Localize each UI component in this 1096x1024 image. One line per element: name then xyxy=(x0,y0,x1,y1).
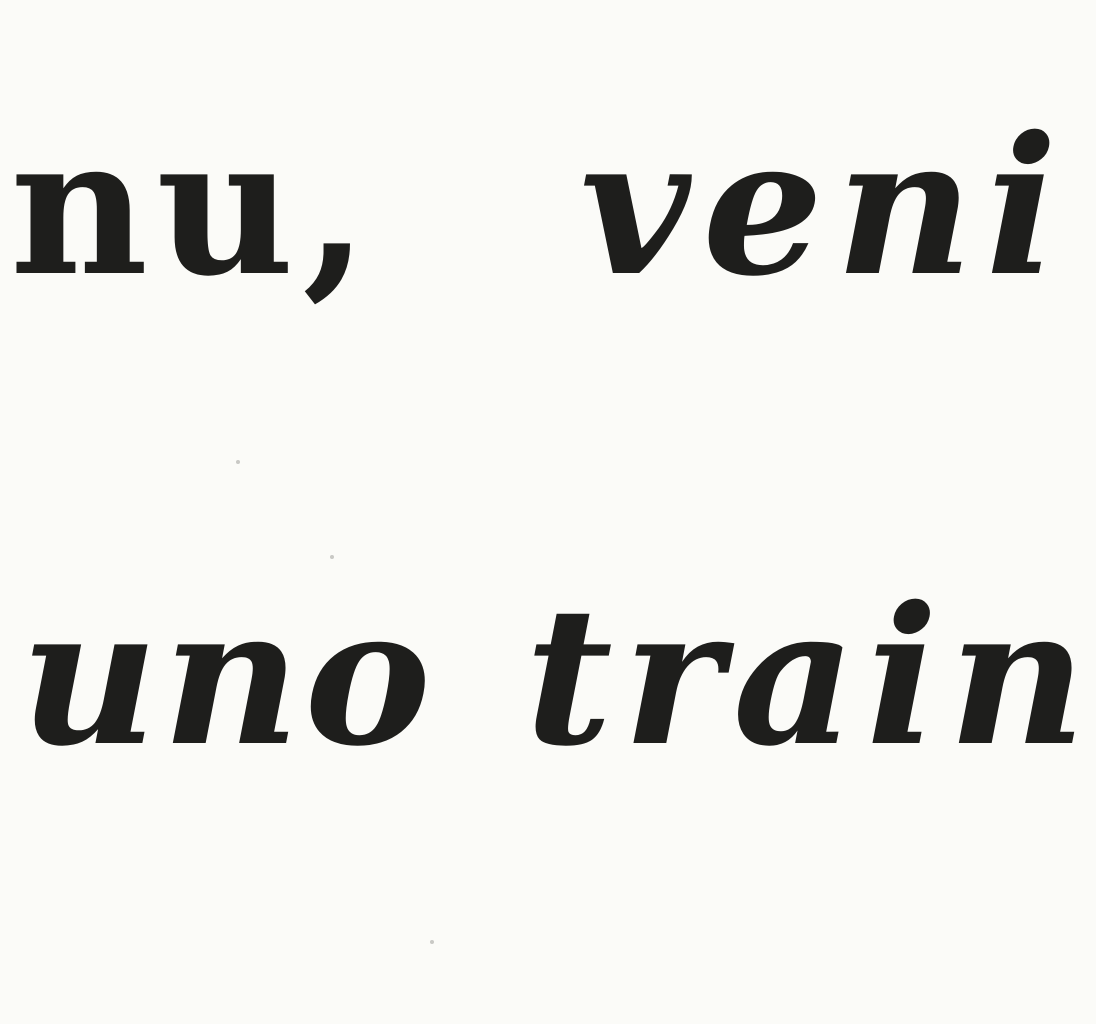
paper-speck xyxy=(430,940,434,944)
paper-speck xyxy=(330,555,334,559)
paper-speck xyxy=(236,460,240,464)
word-veni: veni xyxy=(580,95,1070,318)
word-train: train xyxy=(525,565,1096,788)
word-uno: uno xyxy=(20,565,436,788)
word-nu: nu, xyxy=(10,95,377,318)
